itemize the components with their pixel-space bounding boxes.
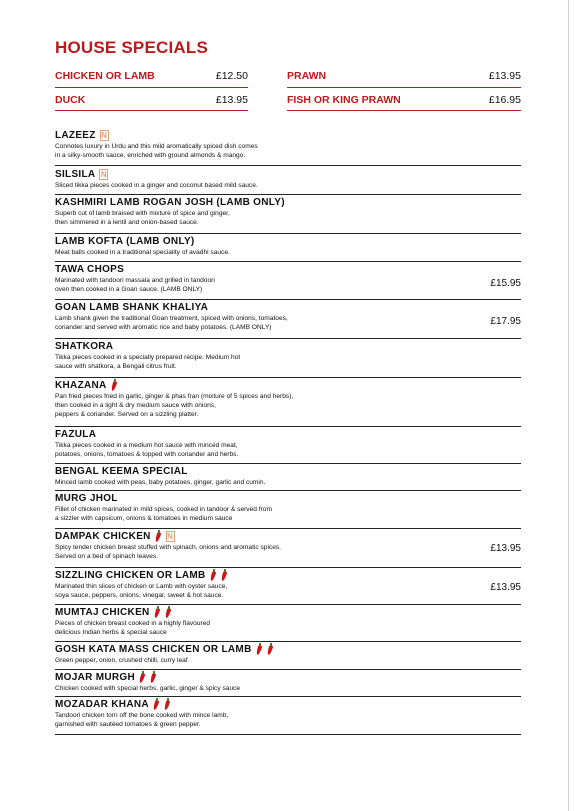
price-label: PRAWN [287, 70, 327, 82]
price-value: £16.95 [488, 94, 521, 106]
menu-item-description [55, 711, 521, 729]
menu-item-price: £17.95 [490, 316, 521, 327]
description-line: a sizzler with capsicum, onions & tomatoes in medium sauce [55, 515, 233, 522]
price-label: CHICKEN OR LAMB [55, 70, 155, 82]
divider [287, 110, 521, 111]
menu-item-price: £13.95 [490, 582, 521, 593]
menu-item-price: £15.95 [490, 278, 521, 289]
description-line: in a silky-smooth sauce, enriched with ground almonds & mango. [55, 152, 246, 159]
chilli-icon [267, 644, 274, 656]
menu-item-title: DAMPAK CHICKEN [55, 531, 151, 542]
menu-item-description [55, 209, 521, 227]
menu-item [55, 379, 521, 427]
description-line: Served on a bed of spinach leaves. [55, 553, 159, 560]
page-title: HOUSE SPECIALS [55, 38, 208, 57]
menu-item-name [55, 235, 521, 248]
menu-item-name [55, 129, 521, 142]
description-line: oven then cooked in a Goan sauce. (LAMB ONLY) [55, 286, 203, 293]
description-line: Meat balls cooked in a traditional speciality of avadhi sauce. [55, 249, 230, 256]
menu-item-title: SHATKORA [55, 341, 114, 352]
menu-item [55, 340, 521, 378]
description-line: sauce with shatkora, a Bengali citrus fruit. [55, 363, 177, 370]
menu-item-name [55, 196, 521, 209]
menu-item-description [55, 684, 521, 693]
description-line: peppers & coriander. Served on a sizzling platter. [55, 411, 199, 418]
menu-item-description [55, 142, 521, 160]
description-line: Tikka pieces cooked in a medium hot sauce with minced meat, [55, 442, 238, 449]
menu-item-title: TAWA CHOPS [55, 264, 125, 275]
divider [55, 87, 248, 88]
menu-item [55, 301, 521, 339]
menu-item [55, 492, 521, 529]
description-line: Marinated thin slices of chicken or Lamb with oyster sauce, [55, 583, 228, 590]
menu-item-description [55, 478, 521, 487]
menu-item-name [55, 698, 521, 711]
description-line: garnished with sautéed tomatoes & green pepper. [55, 721, 201, 728]
menu-item [55, 465, 521, 491]
menu-item-title: MUMTAJ CHICKEN [55, 607, 150, 618]
menu-item [55, 428, 521, 464]
chilli-icon [221, 570, 228, 582]
chilli-icon [150, 672, 157, 684]
chilli-icon [165, 607, 172, 619]
menu-item-title: GOSH KATA MASS CHICKEN OR LAMB [55, 644, 252, 655]
menu-item-title: LAZEEZ [55, 130, 96, 141]
menu-item-description [55, 248, 521, 257]
menu-item-title: SIZZLING CHICKEN OR LAMB [55, 570, 206, 581]
description-line: Spicy tender chicken breast stuffed with spinach, onions and aromatic spices. [55, 544, 282, 551]
menu-item-description [55, 181, 521, 190]
menu-item-price: £13.95 [490, 543, 521, 554]
menu-item-title: MOZADAR KHANA [55, 699, 149, 710]
chilli-icon [155, 531, 162, 543]
price-label: DUCK [55, 94, 86, 106]
divider [55, 110, 248, 111]
menu-item-description [55, 543, 521, 561]
price-value: £13.95 [488, 70, 521, 82]
menu-item-name [55, 643, 521, 656]
chilli-icon [154, 607, 161, 619]
nut-icon: N [100, 170, 107, 179]
menu-item-description [55, 276, 521, 294]
description-line: Tandoori chicken torn off the bone cooked with mince lamb, [55, 712, 229, 719]
menu-item-name [55, 569, 521, 582]
menu-item-name [55, 465, 521, 478]
menu-item-description [55, 353, 521, 371]
nut-icon: N [101, 131, 108, 140]
menu-item-title: KASHMIRI LAMB ROGAN JOSH (LAMB ONLY) [55, 197, 285, 208]
menu-item-name [55, 340, 521, 353]
menu-item-description [55, 441, 521, 459]
description-line: Sliced tikka pieces cooked in a ginger and coconut based mild sauce. [55, 182, 258, 189]
price-value: £13.95 [215, 94, 248, 106]
divider [287, 87, 521, 88]
menu-item-title: BENGAL KEEMA SPECIAL [55, 466, 188, 477]
description-line: delicious Indian herbs & special sauce [55, 629, 167, 636]
chilli-icon [139, 672, 146, 684]
description-line: Connotes luxury in Urdu and this mild aromatically spiced dish comes [55, 143, 258, 150]
nut-icon: N [167, 532, 174, 541]
description-line: Chicken cooked with special herbs, garlic, ginger & spicy sauce [55, 685, 241, 692]
menu-item-description [55, 582, 521, 600]
menu-item-title: FAZULA [55, 429, 97, 440]
chilli-icon [153, 699, 160, 711]
description-line: coriander and served with aromatic rice and baby potatoes. (LAMB ONLY) [55, 324, 272, 331]
menu-item-name [55, 379, 521, 392]
chilli-icon [210, 570, 217, 582]
menu-item [55, 698, 521, 735]
description-line: soya sauce, peppers, onions, vinegar, sweet & hot sauce. [55, 592, 224, 599]
chilli-icon [164, 699, 171, 711]
description-line: Minced lamb cooked with peas, baby potatoes, ginger, garlic and cumin. [55, 479, 266, 486]
price-value: £12.50 [215, 70, 248, 82]
menu-item-name [55, 606, 521, 619]
menu-item-title: SILSILA [55, 169, 96, 180]
menu-item-name [55, 530, 521, 543]
menu-item-name [55, 671, 521, 684]
menu-item [55, 263, 521, 300]
menu-item [55, 569, 521, 605]
description-line: Fillet of chicken marinated in mild spices, cooked in tandoor & served from [55, 506, 272, 513]
description-line: Superb cut of lamb braised with mixture of spice and ginger, [55, 210, 230, 217]
price-label: FISH OR KING PRAWN [287, 94, 401, 106]
menu-item-title: KHAZANA [55, 380, 107, 391]
menu-item [55, 606, 521, 642]
chilli-icon [256, 644, 263, 656]
menu-item [55, 235, 521, 262]
menu-item-name [55, 301, 521, 314]
menu-item-description [55, 314, 521, 332]
description-line: then cooked in a light & dry medium sauce with onions, [55, 402, 216, 409]
menu-item-description [55, 505, 521, 523]
menu-item-title: MOJAR MURGH [55, 672, 135, 683]
menu-item-description [55, 619, 521, 637]
description-line: Tikka pieces cooked in a specially prepared recipe. Medium hot [55, 354, 241, 361]
page-edge [568, 0, 569, 811]
menu-item [55, 671, 521, 697]
menu-item [55, 129, 521, 166]
description-line: Pieces of chicken breast cooked in a highly flavoured [55, 620, 211, 627]
menu-item-name [55, 168, 521, 181]
description-line: Lamb shank given the traditional Goan treatment, spiced with onions, tomatoes, [55, 315, 288, 322]
menu-item [55, 643, 521, 670]
menu-item-name [55, 428, 521, 441]
menu-item-title: GOAN LAMB SHANK KHALIYA [55, 302, 209, 313]
menu-item-title: LAMB KOFTA (LAMB ONLY) [55, 236, 195, 247]
menu-item [55, 196, 521, 234]
menu-item [55, 168, 521, 195]
menu-item-description [55, 656, 521, 665]
description-line: Pan fried pieces fried in garlic, ginger & phas fran (mixture of 5 spices and herbs), [55, 393, 294, 400]
description-line: Marinated with tandoori massala and grilled in tandoori [55, 277, 215, 284]
description-line: then simmered in a lentil and onion-based sauce. [55, 219, 199, 226]
menu-item [55, 530, 521, 568]
description-line: Green pepper, onion, crushed chilli, curry leaf [55, 657, 188, 664]
chilli-icon [111, 380, 118, 392]
description-line: potatoes, onions, tomatoes & topped with coriander and herbs. [55, 451, 239, 458]
menu-item-name [55, 492, 521, 505]
menu-item-description [55, 392, 521, 419]
menu-item-name [55, 263, 521, 276]
menu-item-title: MURG JHOL [55, 493, 118, 504]
